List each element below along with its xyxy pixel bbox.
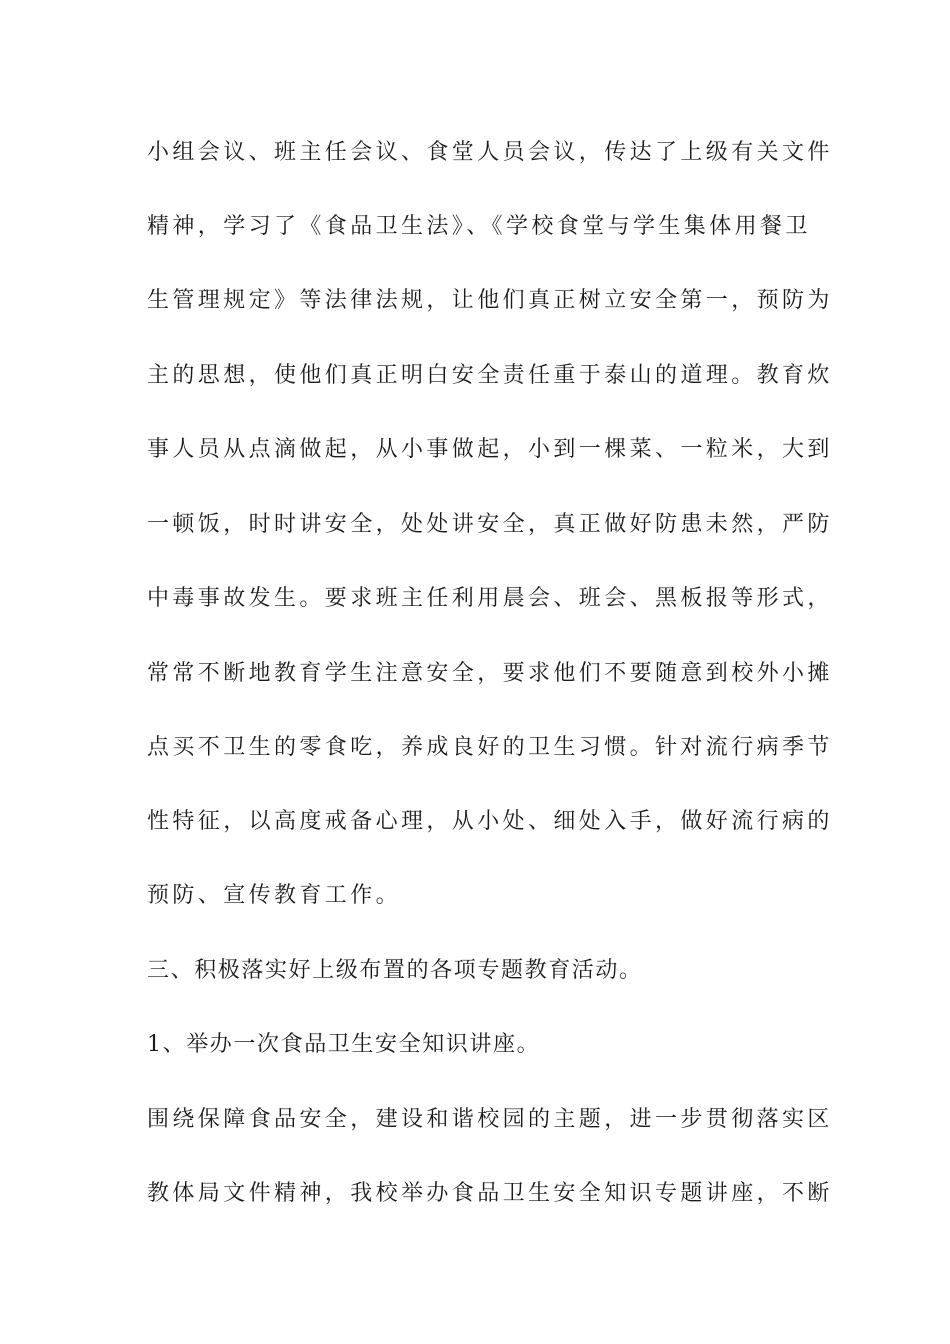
paragraph-line: 主的思想，使他们真正明白安全责任重于泰山的道理。教育炊 bbox=[147, 363, 833, 388]
paragraph-line: 生管理规定》等法律法规，让他们真正树立安全第一，预防为 bbox=[147, 288, 833, 313]
paragraph-line: 中毒事故发生。要求班主任利用晨会、班会、黑板报等形式， bbox=[147, 586, 833, 611]
paragraph-line: 围绕保障食品安全，建设和谐校园的主题，进一步贯彻落实区 bbox=[147, 1107, 833, 1132]
paragraph-line: 常常不断地教育学生注意安全，要求他们不要随意到校外小摊 bbox=[147, 661, 833, 686]
paragraph-line: 事人员从点滴做起，从小事做起，小到一棵菜、一粒米，大到 bbox=[147, 437, 833, 462]
subsection-heading: 1、举办一次食品卫生安全知识讲座。 bbox=[147, 1032, 541, 1057]
paragraph-line: 点买不卫生的零食吃，养成良好的卫生习惯。针对流行病季节 bbox=[147, 735, 833, 760]
paragraph-line: 预防、宣传教育工作。 bbox=[147, 883, 402, 908]
paragraph-line: 一顿饭，时时讲安全，处处讲安全，真正做好防患未然，严防 bbox=[147, 512, 833, 537]
paragraph-line: 精神，学习了《食品卫生法》、《学校食堂与学生集体用餐卫 bbox=[147, 214, 811, 239]
section-heading: 三、积极落实好上级布置的各项专题教育活动。 bbox=[147, 958, 643, 983]
paragraph-line: 小组会议、班主任会议、食堂人员会议，传达了上级有关文件 bbox=[147, 140, 833, 165]
paragraph-line: 教体局文件精神，我校举办食品卫生安全知识专题讲座，不断 bbox=[147, 1181, 833, 1206]
paragraph-line: 性特征，以高度戒备心理，从小处、细处入手，做好流行病的 bbox=[147, 809, 833, 834]
